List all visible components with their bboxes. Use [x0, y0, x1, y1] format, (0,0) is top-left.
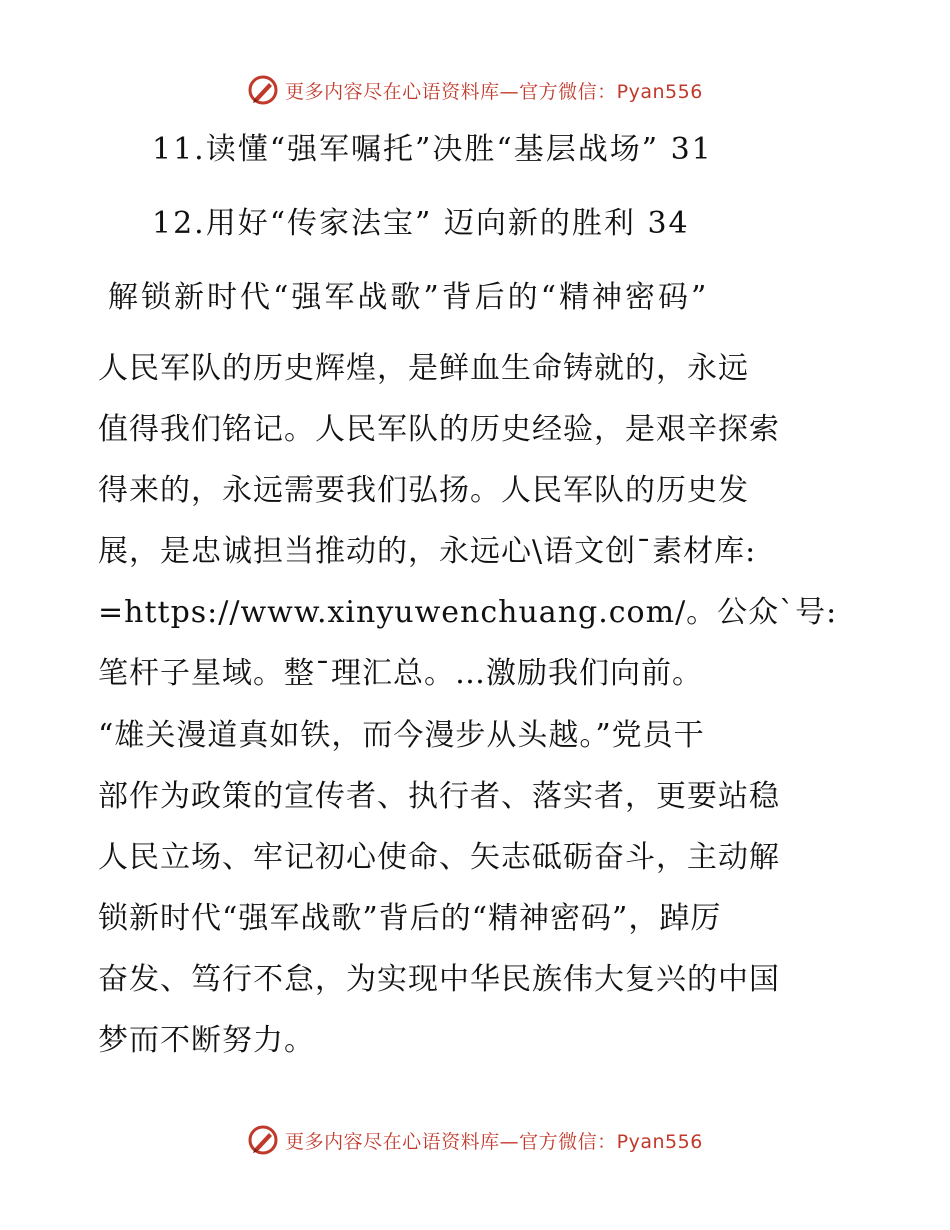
banner-text: 更多内容尽在心语资料库—官方微信：Pyan556 — [285, 80, 703, 103]
paragraph-line: 梦而不断努力。 — [98, 1023, 315, 1058]
toc-item-11: 11.读懂“强军嘱托”决胜“基层战场” 31 — [152, 132, 713, 167]
paragraph-line: 值得我们铭记。人民军队的历史经验，是艰辛探索 — [98, 412, 780, 447]
toc-item-12: 12.用好“传家法宝” 迈向新的胜利 34 — [152, 206, 690, 241]
section-heading: 解锁新时代“强军战歌”背后的“精神密码” — [108, 280, 710, 315]
paragraph-line: 得来的，永远需要我们弘扬。人民军队的历史发 — [98, 473, 749, 508]
banner-text: 更多内容尽在心语资料库—官方微信：Pyan556 — [285, 1130, 703, 1153]
pen-logo-icon — [247, 74, 279, 106]
paragraph-line: 展，是忠诚担当推动的，永远心\语文创¯素材库: — [98, 534, 757, 569]
paragraph-2 — [98, 705, 858, 1071]
paragraph-line: =https://www.xinyuwenchuang.com/。公众`号: — [98, 595, 838, 630]
paragraph-1 — [98, 338, 858, 704]
pen-logo-icon — [247, 1124, 279, 1156]
paragraph-line: 人民立场、牢记初心使命、矢志砥砺奋斗，主动解 — [98, 840, 780, 875]
footer-banner — [0, 1120, 950, 1160]
paragraph-line: 奋发、笃行不怠，为实现中华民族伟大复兴的中国 — [98, 962, 780, 997]
header-banner — [0, 70, 950, 110]
paragraph-line: 笔杆子星域。整¯理汇总。…激励我们向前。 — [98, 656, 703, 691]
paragraph-line: “雄关漫道真如铁，而今漫步从头越。”党员干 — [98, 718, 705, 753]
paragraph-line: 人民军队的历史辉煌，是鲜血生命铸就的，永远 — [98, 351, 749, 386]
paragraph-line: 部作为政策的宣传者、执行者、落实者，更要站稳 — [98, 779, 780, 814]
paragraph-line: 锁新时代“强军战歌”背后的“精神密码”，踔厉 — [98, 901, 722, 936]
